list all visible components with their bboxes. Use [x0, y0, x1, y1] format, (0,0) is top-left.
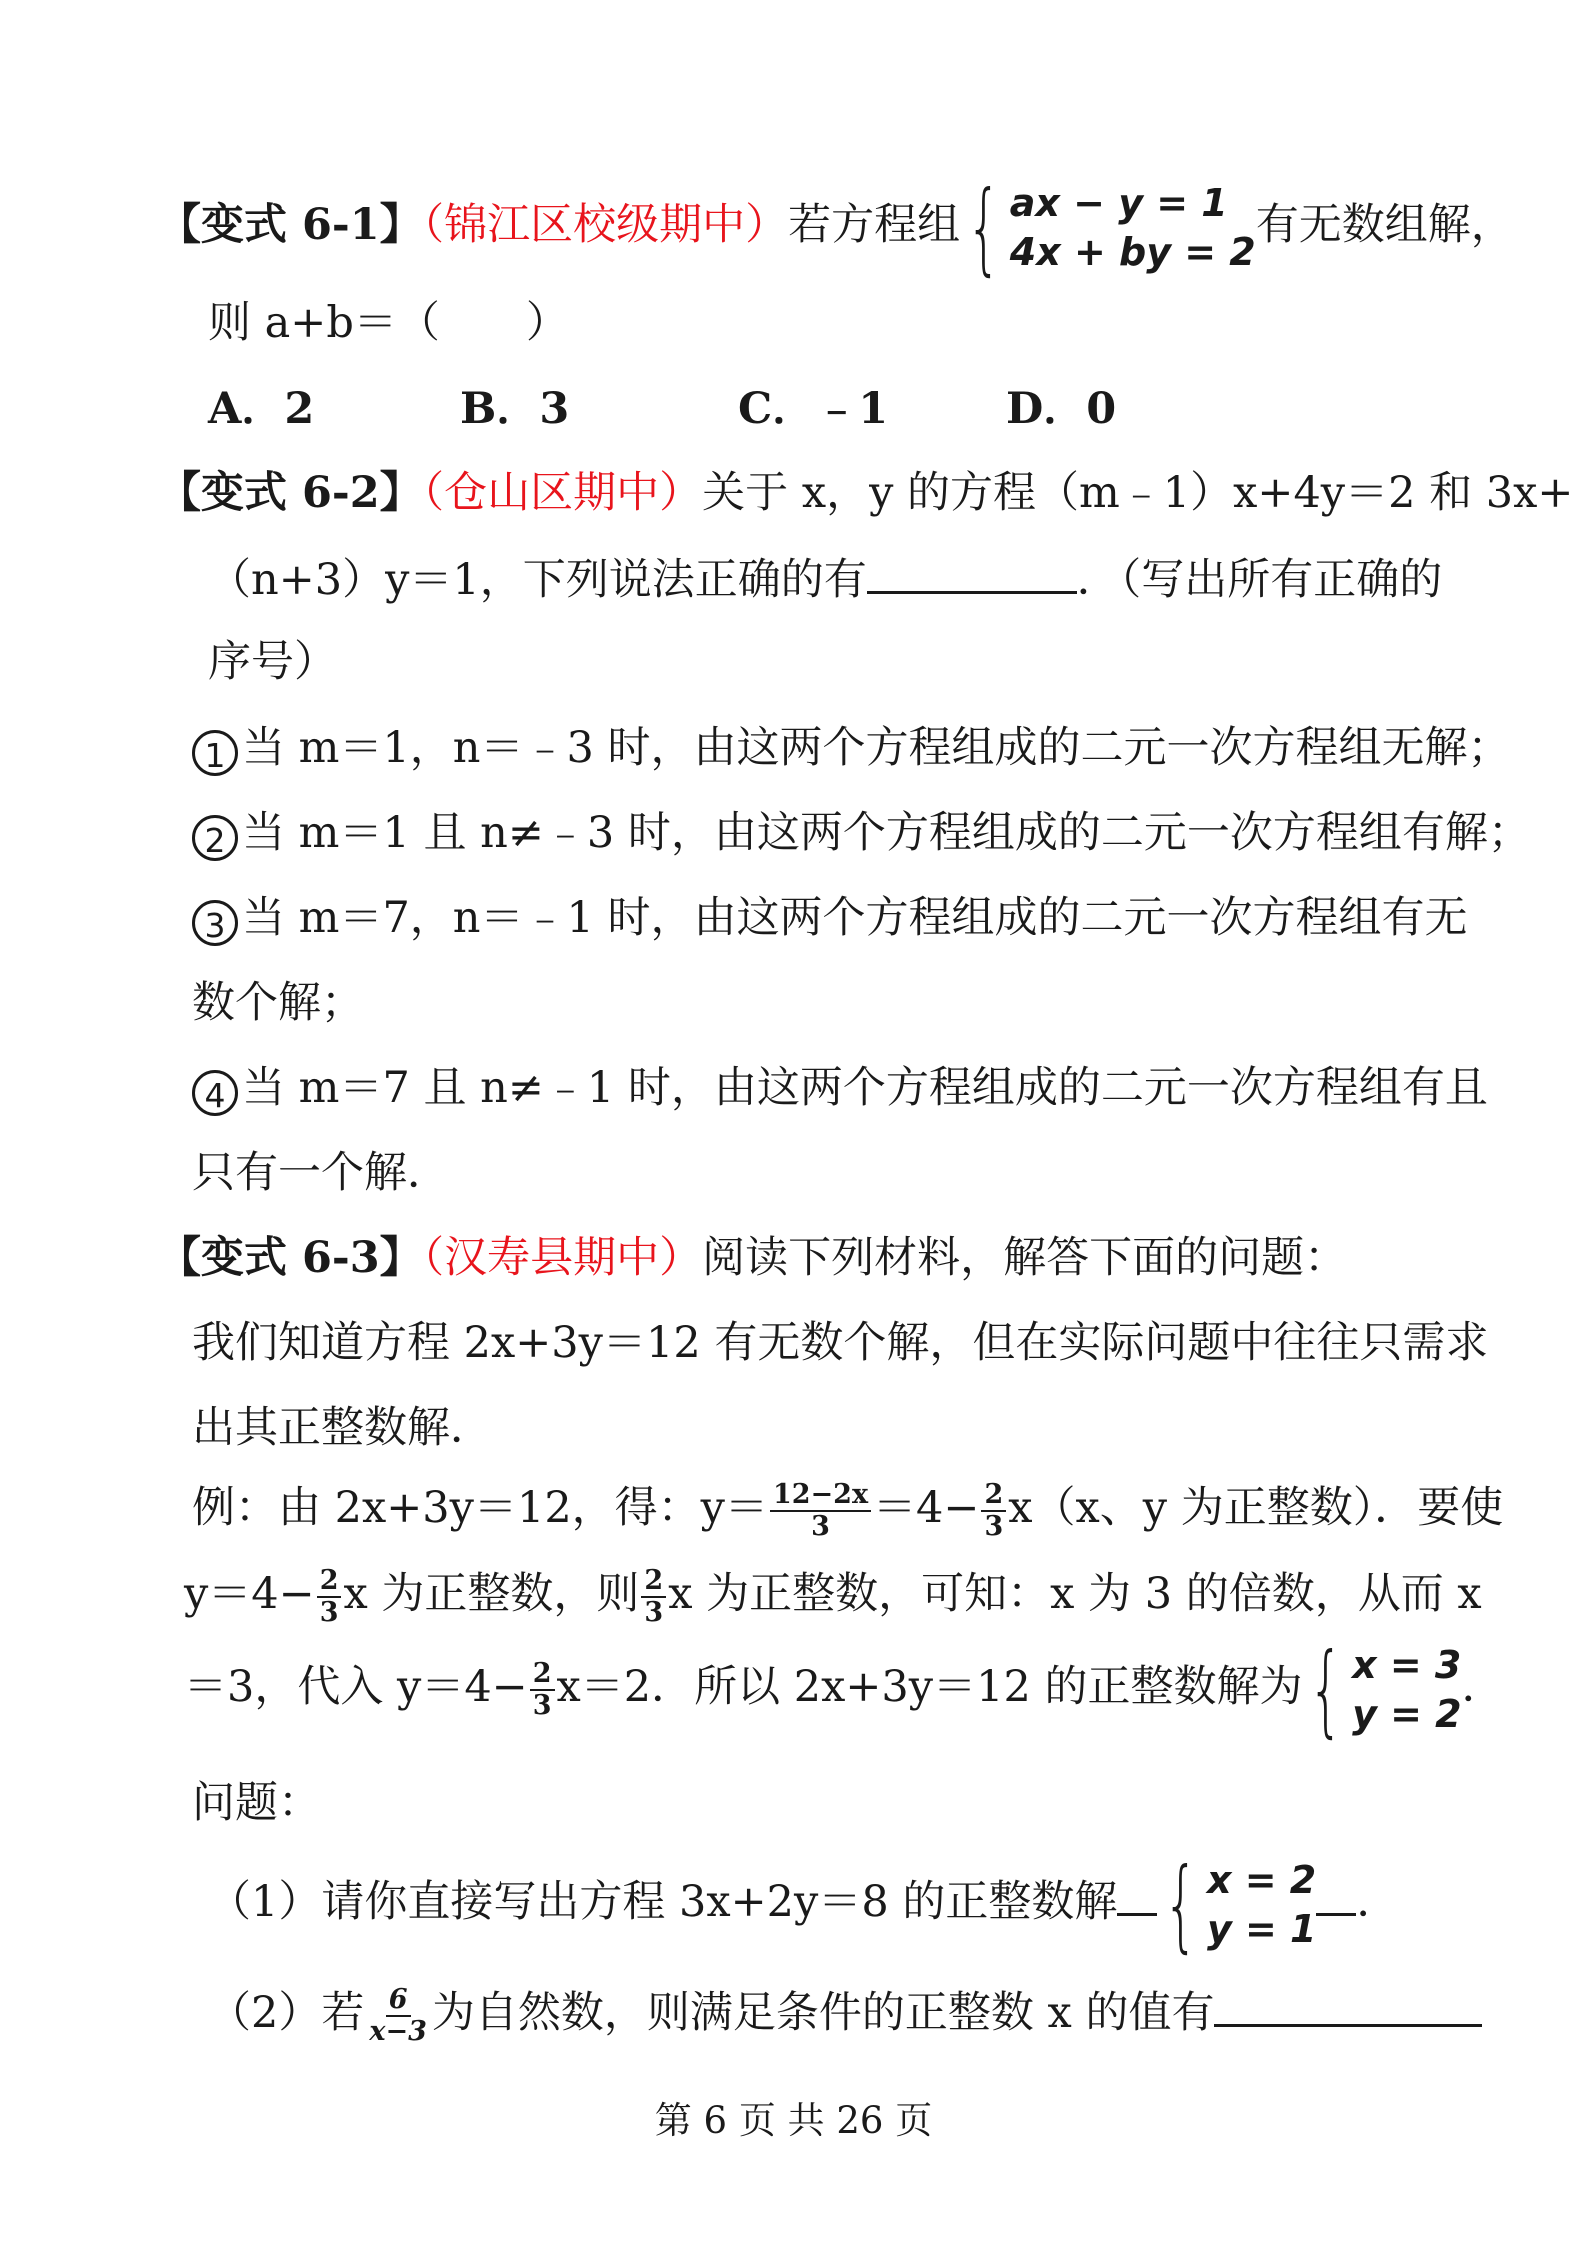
exercise-tag: 【变式 6-1】: [158, 200, 423, 250]
circled-number: 4: [192, 1070, 238, 1116]
question-2: （2）若 $\frac{6}{x-3}$ 为自然数，则满足条件的正整数 x 的值有: [208, 1985, 1482, 2047]
equation: ax − y = 1: [1009, 181, 1228, 226]
example-line-2: y＝4− $\frac{2}{3}$ x 为正整数，则 $\frac{2}{3}$ x 为正整数，可知：x 为 3 的倍数，从而 x: [184, 1565, 1482, 1629]
exercise-source: （锦江区校级期中）: [422, 200, 789, 250]
exercise-tag: 【变式 6-2】: [158, 468, 423, 518]
fraction: $\frac{2}{3}$: [530, 1659, 555, 1721]
answer-blank[interactable]: [867, 557, 1077, 594]
fraction: $\frac{12-2x}{3}$: [770, 1480, 871, 1542]
text: 有无数组解，: [1255, 200, 1514, 250]
statement-3-cont: 数个解；: [192, 978, 364, 1028]
exercise-6-3-line1: 【变式 6-3】（汉寿县期中）阅读下列材料，解答下面的问题：: [158, 1233, 1348, 1283]
statement-1: 1 当 m＝1，n＝﹣3 时，由这两个方程组成的二元一次方程组无解；: [192, 727, 1511, 776]
equation-system: { x = 3 y = 2: [1308, 1631, 1462, 1748]
statement-4: 4 当 m＝7 且 n≠﹣1 时，由这两个方程组成的二元一次方程组有且: [192, 1067, 1488, 1116]
answer-option-c: C．﹣1: [738, 384, 889, 434]
exercise-6-2-line2: （n+3）y＝1，下列说法正确的有 ．（写出所有正确的: [208, 555, 1443, 605]
equation-system: { x = 2 y = 1: [1163, 1846, 1317, 1963]
answer-blank[interactable]: [1214, 1990, 1482, 2027]
answer-option-d: D．0: [1006, 384, 1117, 434]
exercise-6-1-line1: [158, 169, 1514, 286]
text: 若方程组: [788, 200, 961, 250]
statement-2: 2 当 m＝1 且 n≠﹣3 时，由这两个方程组成的二元一次方程组有解；: [192, 812, 1531, 861]
statement-4-cont: 只有一个解．: [192, 1148, 450, 1198]
example-line-3: ＝3，代入 y＝4− $\frac{2}{3}$ x＝2．所以 2x+3y＝12 的正整数解为 { x = 3 y = 2 ．: [184, 1631, 1505, 1748]
answer-option-a: A．2: [208, 384, 315, 434]
exercise-source: （仓山区期中）: [422, 468, 703, 518]
answer-blank[interactable]: [1316, 1883, 1356, 1916]
exercise-6-2-line1: 【变式 6-2】（仓山区期中）关于 x，y 的方程（m﹣1）x+4y＝2 和 3x+: [158, 468, 1574, 518]
circled-number: 2: [192, 815, 238, 861]
fraction: $\frac{2}{3}$: [641, 1566, 666, 1628]
example-line-1: 例：由 2x+3y＝12，得：y＝ $\frac{12-2x}{3}$ ＝4− $\frac{2}{3}$ x（x、y 为正整数）．要使: [192, 1479, 1504, 1543]
material-line-2: 出其正整数解．: [192, 1403, 493, 1453]
circled-number: 3: [192, 900, 238, 946]
exercise-source: （汉寿县期中）: [422, 1233, 703, 1283]
fraction: $\frac{2}{3}$: [981, 1480, 1006, 1542]
exercise-tag: 【变式 6-3】: [158, 1233, 423, 1283]
answer-blank[interactable]: [1117, 1883, 1157, 1916]
circled-number: 1: [192, 730, 238, 776]
page-footer: 第 6 页 共 26 页: [654, 2099, 933, 2142]
exercise-6-1-question: 则 a+b＝（ ）: [208, 298, 569, 348]
question-1: （1）请你直接写出方程 3x+2y＝8 的正整数解 { x = 2 y = 1 ．: [208, 1846, 1400, 1963]
answer-option-b: B．3: [460, 384, 570, 434]
fraction: $\frac{2}{3}$: [317, 1566, 342, 1628]
material-line-1: 我们知道方程 2x+3y＝12 有无数个解，但在实际问题中往往只需求: [192, 1318, 1489, 1368]
question-label: 问题：: [192, 1778, 321, 1828]
statement-3: 3 当 m＝7，n＝﹣1 时，由这两个方程组成的二元一次方程组有无: [192, 897, 1468, 946]
exercise-6-2-line3: 序号）: [208, 637, 337, 687]
equation: 4x + by = 2: [1009, 230, 1256, 274]
fraction: $\frac{6}{x-3}$: [369, 1984, 427, 2048]
equation-system: { ax − y = 1 4x + by = 2: [966, 169, 1256, 286]
